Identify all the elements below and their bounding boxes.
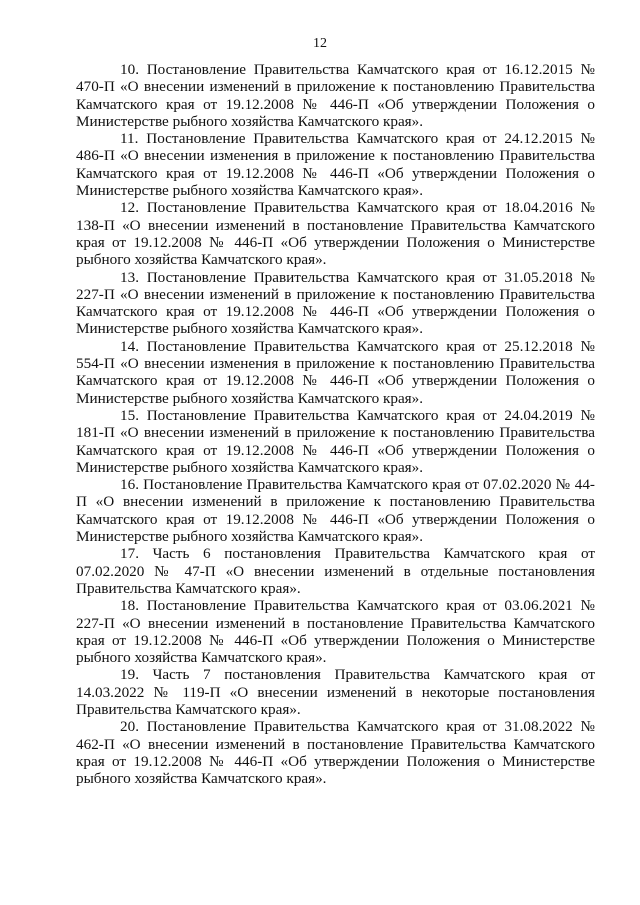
list-item-16: 16. Постановление Правительства Камчатского края от 07.02.2020 № 44-П «О внесении изменений в приложение к постановлению Правительства Камчатского края от 19.12.2008 № 446-П «Об утверждении Положения о Министерстве рыбного хозяйства Камчатского края». [76,476,595,546]
list-item-15: 15. Постановление Правительства Камчатского края от 24.04.2019 № 181-П «О внесении изменений в приложение к постановлению Правительства Камчатского края от 19.12.2008 № 446-П «Об утверждении Положения о Министерстве рыбного хозяйства Камчатского края». [76,406,595,476]
list-item-19: 19. Часть 7 постановления Правительства Камчатского края от 14.03.2022 № 119-П «О внесении изменений в некоторые постановления Правительства Камчатского края». [76,666,595,718]
list-item-12: 12. Постановление Правительства Камчатского края от 18.04.2016 № 138-П «О внесении изменений в постановление Правительства Камчатского края от 19.12.2008 № 446-П «Об утверждении Положения о Министерстве рыбного хозяйства Камчатского края». [76,199,595,269]
list-item-17: 17. Часть 6 постановления Правительства Камчатского края от 07.02.2020 № 47-П «О внесении изменений в отдельные постановления Правительства Камчатского края». [76,545,595,597]
list-item-18: 18. Постановление Правительства Камчатского края от 03.06.2021 № 227-П «О внесении изменений в постановление Правительства Камчатского края от 19.12.2008 № 446-П «Об утверждении Положения о Министерстве рыбного хозяйства Камчатского края». [76,597,595,667]
list-item-20: 20. Постановление Правительства Камчатского края от 31.08.2022 № 462-П «О внесении изменений в постановление Правительства Камчатского края от 19.12.2008 № 446-П «Об утверждении Положения о Министерстве рыбного хозяйства Камчатского края». [76,718,595,788]
document-body [76,61,595,787]
list-item-14: 14. Постановление Правительства Камчатского края от 25.12.2018 № 554-П «О внесении изменения в приложение к постановлению Правительства Камчатского края от 19.12.2008 № 446-П «Об утверждении Положения о Министерстве рыбного хозяйства Камчатского края». [76,337,595,407]
list-item-10: 10. Постановление Правительства Камчатского края от 16.12.2015 № 470-П «О внесении изменений в приложение к постановлению Правительства Камчатского края от 19.12.2008 № 446-П «Об утверждении Положения о Министерстве рыбного хозяйства Камчатского края». [76,61,595,130]
list-item-11: 11. Постановление Правительства Камчатского края от 24.12.2015 № 486-П «О внесении изменения в приложение к постановлению Правительства Камчатского края от 19.12.2008 № 446-П «Об утверждении Положения о Министерстве рыбного хозяйства Камчатского края». [76,130,595,200]
page-number: 12 [313,36,327,51]
list-item-13: 13. Постановление Правительства Камчатского края от 31.05.2018 № 227-П «О внесении изменений в приложение к постановлению Правительства Камчатского края от 19.12.2008 № 446-П «Об утверждении Положения о Министерстве рыбного хозяйства Камчатского края». [76,268,595,338]
